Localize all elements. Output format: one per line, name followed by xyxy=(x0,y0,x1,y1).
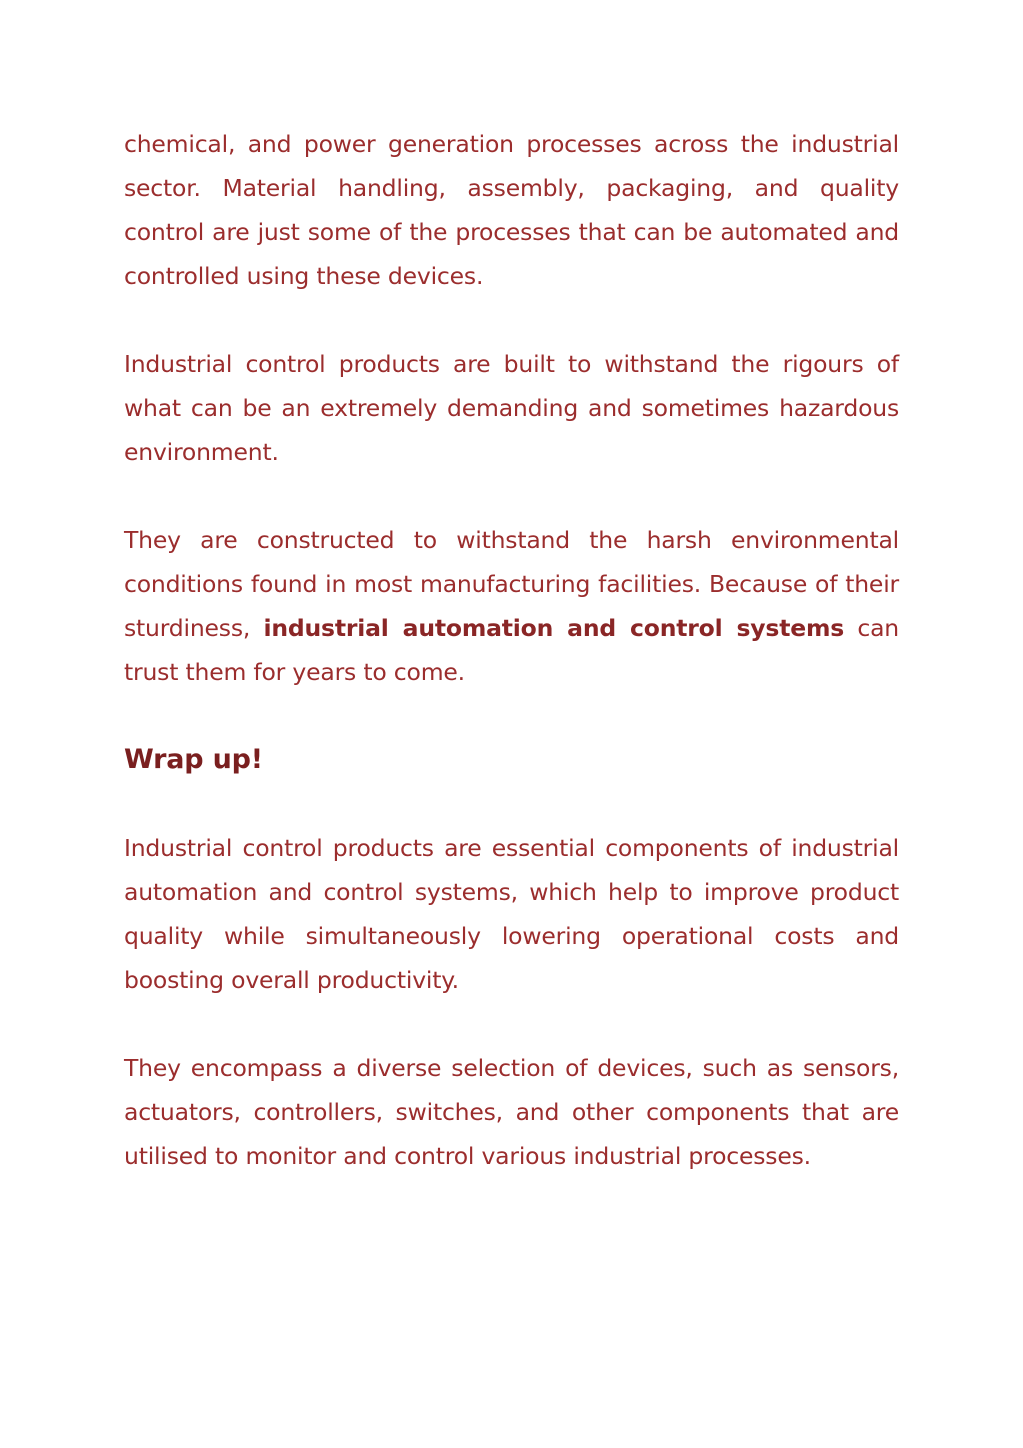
paragraph-constructed-tail: can trust them for years to come. xyxy=(124,614,899,686)
section-heading-wrap-up: Wrap up! xyxy=(124,744,263,775)
document-page xyxy=(124,122,899,1222)
paragraph-constructed-text: They are constructed to withstand the harsh environmental conditions found in most manufacturing facilities. Because of their sturdiness, xyxy=(124,526,899,642)
industrial-automation-link[interactable]: industrial automation and control systems xyxy=(263,614,845,642)
paragraph-diverse-devices: They encompass a diverse selection of devices, such as sensors, actuators, controllers, switches, and other components that are utilised to monitor and control various industrial processes. xyxy=(124,1054,899,1170)
paragraph-built-to-withstand: Industrial control products are built to withstand the rigours of what can be an extremely demanding and sometimes hazardous environment. xyxy=(124,350,899,466)
paragraph-constructed xyxy=(124,518,899,694)
paragraph-processes: chemical, and power generation processes across the industrial sector. Material handling, assembly, packaging, and quality control are just some of the processes that can be automated and controlled using these devices. xyxy=(124,130,899,290)
paragraph-essential-components: Industrial control products are essential components of industrial automation and control systems, which help to improve product quality while simultaneously lowering operational costs and boosting overall productivity. xyxy=(124,834,899,994)
